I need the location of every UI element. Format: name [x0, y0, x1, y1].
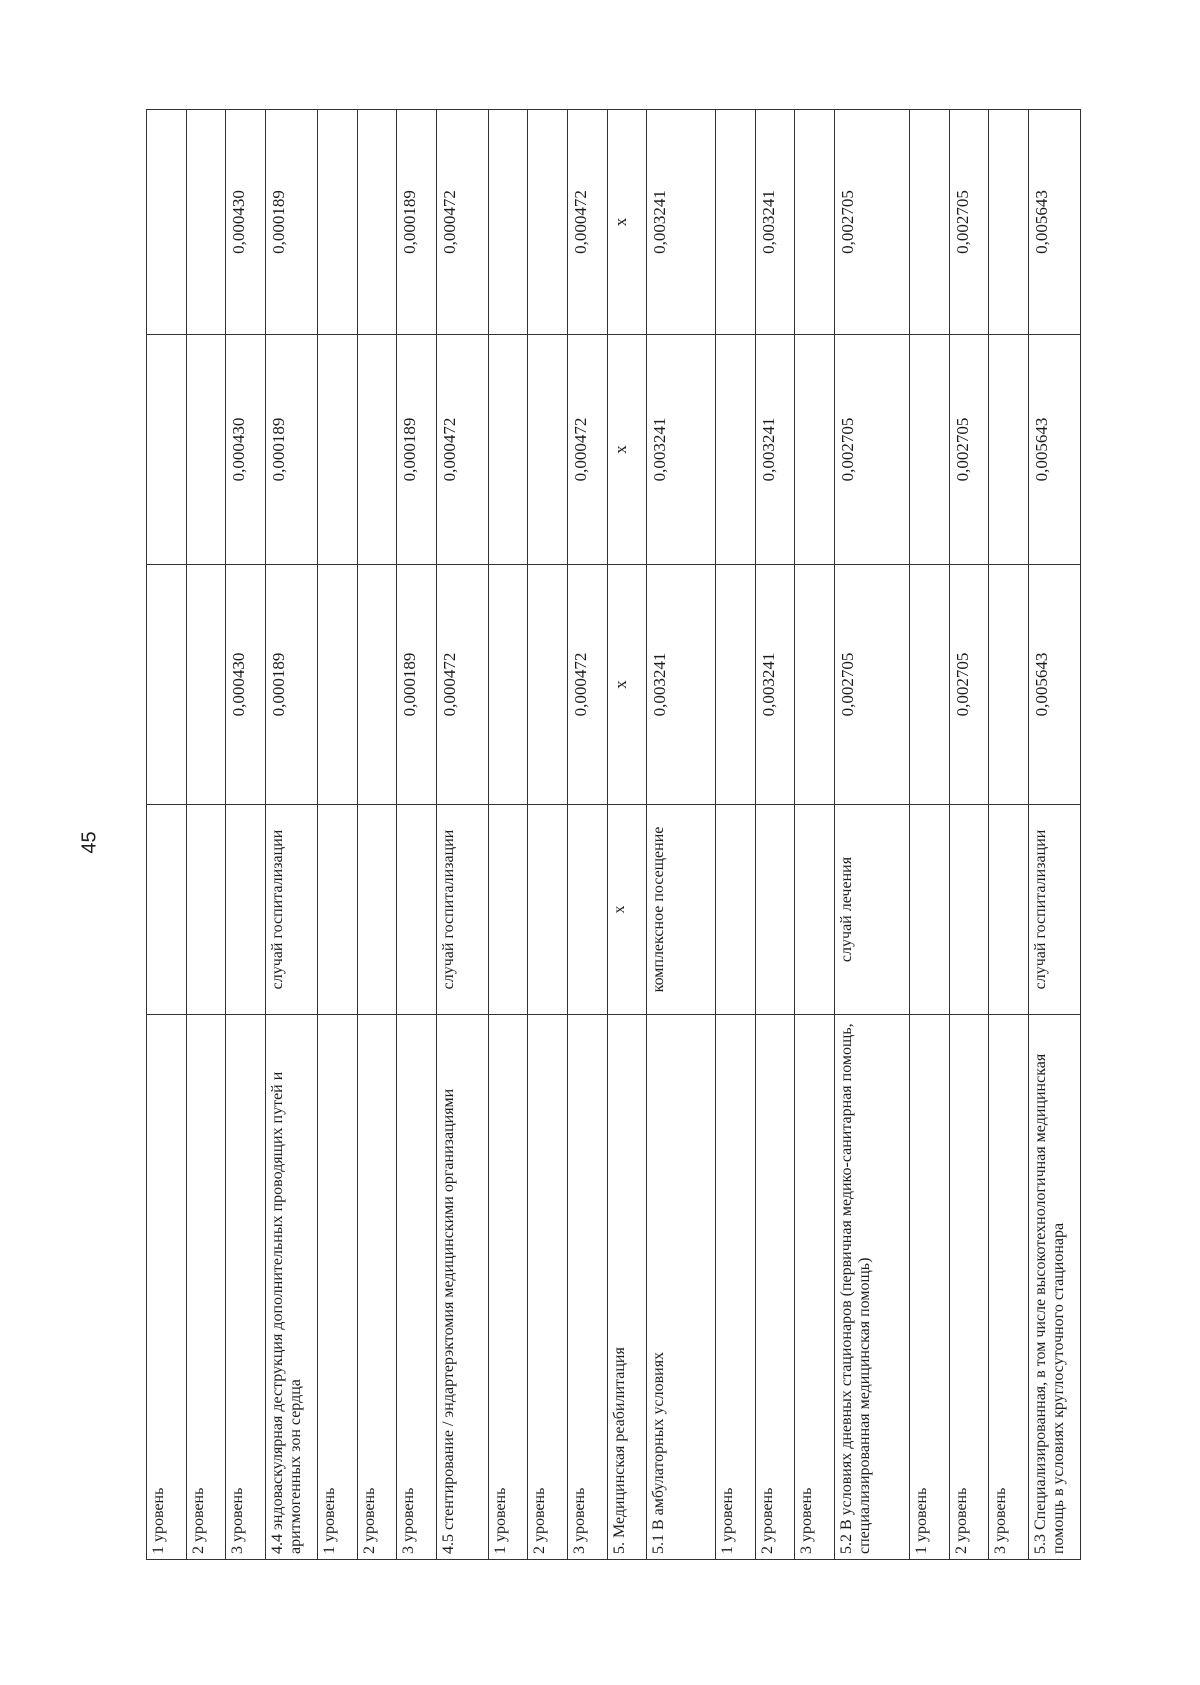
value-cell-1: 0,005643 [1028, 565, 1080, 805]
table-row [568, 110, 608, 1560]
value-cell-3: 0,000189 [265, 110, 317, 335]
rotated-table-container [146, 110, 1081, 1560]
row-name-cell: 4.4 эндоваскулярная деструкция дополнительных проводящих путей и аритмогенных зон сердца [265, 1015, 317, 1560]
value-cell-2: 0,000189 [265, 335, 317, 565]
row-name-cell: 4.5 стентирование / эндартерэктомия медицинскими организациями [436, 1015, 488, 1560]
value-cell-2: 0,000472 [568, 335, 608, 565]
table-row [834, 110, 909, 1560]
row-name-cell: 1 уровень [147, 1015, 187, 1560]
unit-cell [226, 805, 266, 1015]
value-cell-1: 0,000472 [436, 565, 488, 805]
row-name-cell: 5.3 Специализированная, в том числе высокотехнологичная медицинская помощь в условиях круглосуточного стационара [1028, 1015, 1080, 1560]
value-cell-3: 0,005643 [1028, 110, 1080, 335]
volume-norms-table [146, 109, 1081, 1560]
value-cell-1: 0,000472 [568, 565, 608, 805]
table-row [265, 110, 317, 1560]
value-cell-1: 0,003241 [647, 565, 716, 805]
row-name-cell: 2 уровень [949, 1015, 989, 1560]
value-cell-2: 0,002705 [834, 335, 909, 565]
unit-cell: комплексное посещение [647, 805, 716, 1015]
row-name-cell: 1 уровень [716, 1015, 756, 1560]
unit-cell: случай госпитализации [1028, 805, 1080, 1015]
row-name-cell: 5. Медицинская реабилитация [607, 1015, 647, 1560]
unit-cell [755, 805, 795, 1015]
row-name-cell: 2 уровень [186, 1015, 226, 1560]
value-cell-1: 0,003241 [755, 565, 795, 805]
value-cell-2 [357, 335, 397, 565]
unit-cell: x [607, 805, 647, 1015]
value-cell-3: 0,000472 [568, 110, 608, 335]
row-name-cell: 3 уровень [397, 1015, 437, 1560]
value-cell-3 [186, 110, 226, 335]
value-cell-1: 0,000430 [226, 565, 266, 805]
value-cell-2: 0,000430 [226, 335, 266, 565]
row-name-cell: 1 уровень [488, 1015, 528, 1560]
unit-cell [147, 805, 187, 1015]
value-cell-2 [317, 335, 357, 565]
value-cell-2 [909, 335, 949, 565]
table-row [357, 110, 397, 1560]
table-row [949, 110, 989, 1560]
table-row [186, 110, 226, 1560]
row-name-cell: 2 уровень [528, 1015, 568, 1560]
value-cell-1 [795, 565, 835, 805]
unit-cell [909, 805, 949, 1015]
value-cell-2 [488, 335, 528, 565]
row-name-cell: 1 уровень [317, 1015, 357, 1560]
value-cell-3 [716, 110, 756, 335]
value-cell-1 [909, 565, 949, 805]
unit-cell [186, 805, 226, 1015]
value-cell-3: 0,002705 [949, 110, 989, 335]
value-cell-2 [716, 335, 756, 565]
value-cell-1 [186, 565, 226, 805]
row-name-cell: 3 уровень [989, 1015, 1029, 1560]
value-cell-2: 0,003241 [647, 335, 716, 565]
unit-cell [568, 805, 608, 1015]
table-row [317, 110, 357, 1560]
table-row [647, 110, 716, 1560]
value-cell-2: 0,003241 [755, 335, 795, 565]
value-cell-3 [989, 110, 1029, 335]
unit-cell: случай госпитализации [265, 805, 317, 1015]
table-row [795, 110, 835, 1560]
row-name-cell: 3 уровень [226, 1015, 266, 1560]
table-row [755, 110, 795, 1560]
table-row [909, 110, 949, 1560]
unit-cell [528, 805, 568, 1015]
page-number [60, 0, 120, 1685]
value-cell-1 [716, 565, 756, 805]
table-row [397, 110, 437, 1560]
value-cell-1 [147, 565, 187, 805]
table-row [528, 110, 568, 1560]
value-cell-3 [909, 110, 949, 335]
page-number-text: 45 [78, 831, 101, 854]
table-row [436, 110, 488, 1560]
value-cell-3 [147, 110, 187, 335]
unit-cell [317, 805, 357, 1015]
unit-cell: случай лечения [834, 805, 909, 1015]
table-row [716, 110, 756, 1560]
value-cell-2: 0,000189 [397, 335, 437, 565]
value-cell-2 [147, 335, 187, 565]
value-cell-3 [357, 110, 397, 335]
unit-cell [716, 805, 756, 1015]
value-cell-3 [795, 110, 835, 335]
row-name-cell: 3 уровень [795, 1015, 835, 1560]
value-cell-1: 0,002705 [949, 565, 989, 805]
row-name-cell: 2 уровень [357, 1015, 397, 1560]
value-cell-2: 0,002705 [949, 335, 989, 565]
value-cell-1 [989, 565, 1029, 805]
unit-cell [488, 805, 528, 1015]
value-cell-2: x [607, 335, 647, 565]
value-cell-1 [488, 565, 528, 805]
row-name-cell: 2 уровень [755, 1015, 795, 1560]
value-cell-3: 0,000189 [397, 110, 437, 335]
unit-cell: случай госпитализации [436, 805, 488, 1015]
row-name-cell: 3 уровень [568, 1015, 608, 1560]
value-cell-2 [186, 335, 226, 565]
value-cell-1: 0,000189 [397, 565, 437, 805]
row-name-cell: 5.2 В условиях дневных стационаров (первичная медико-санитарная помощь, специализированная медицинская помощь) [834, 1015, 909, 1560]
value-cell-2: 0,005643 [1028, 335, 1080, 565]
unit-cell [949, 805, 989, 1015]
value-cell-3: 0,000430 [226, 110, 266, 335]
value-cell-3 [317, 110, 357, 335]
unit-cell [397, 805, 437, 1015]
value-cell-1: x [607, 565, 647, 805]
table-body [147, 110, 1081, 1560]
value-cell-1 [528, 565, 568, 805]
table-row [147, 110, 187, 1560]
unit-cell [795, 805, 835, 1015]
value-cell-3: 0,002705 [834, 110, 909, 335]
value-cell-1: 0,000189 [265, 565, 317, 805]
table-row [226, 110, 266, 1560]
value-cell-3 [528, 110, 568, 335]
value-cell-2 [528, 335, 568, 565]
value-cell-1 [357, 565, 397, 805]
row-name-cell: 1 уровень [909, 1015, 949, 1560]
table-row [1028, 110, 1080, 1560]
value-cell-3: 0,000472 [436, 110, 488, 335]
value-cell-3 [488, 110, 528, 335]
table-row [989, 110, 1029, 1560]
value-cell-3: 0,003241 [647, 110, 716, 335]
value-cell-1 [317, 565, 357, 805]
unit-cell [989, 805, 1029, 1015]
value-cell-3: 0,003241 [755, 110, 795, 335]
row-name-cell: 5.1 В амбулаторных условиях [647, 1015, 716, 1560]
value-cell-1: 0,002705 [834, 565, 909, 805]
value-cell-2: 0,000472 [436, 335, 488, 565]
table-row [607, 110, 647, 1560]
value-cell-2 [989, 335, 1029, 565]
table-row [488, 110, 528, 1560]
unit-cell [357, 805, 397, 1015]
value-cell-2 [795, 335, 835, 565]
value-cell-3: x [607, 110, 647, 335]
